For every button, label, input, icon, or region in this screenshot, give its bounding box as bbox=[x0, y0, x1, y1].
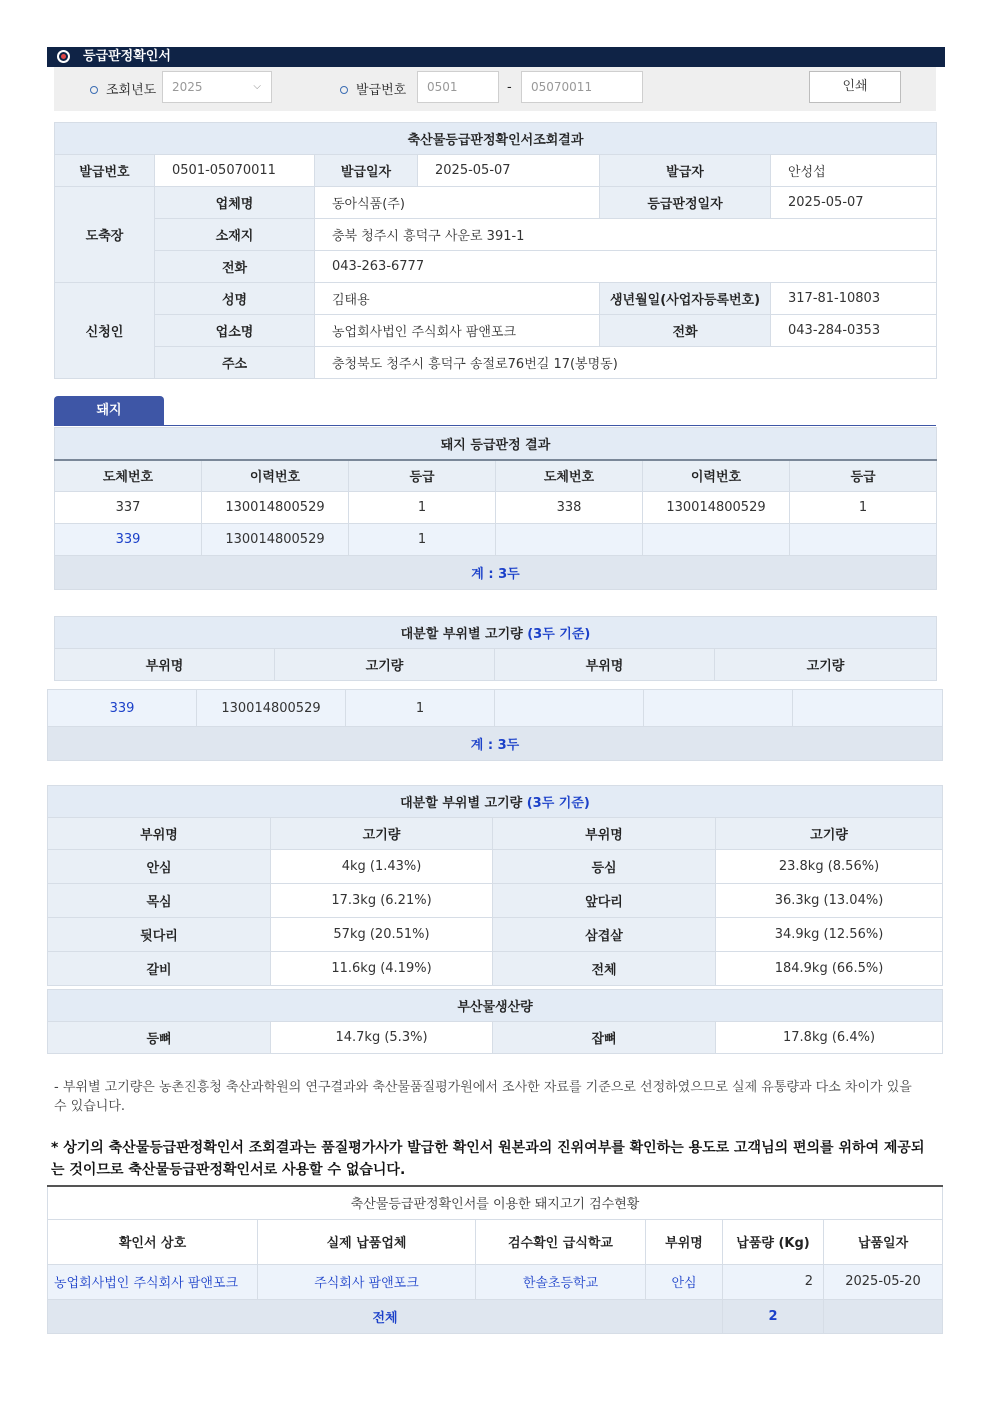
cut-amount: 14.7kg (5.3%) bbox=[271, 1022, 493, 1054]
table-row bbox=[55, 492, 937, 524]
col-header: 검수확인 급식학교 bbox=[476, 1219, 646, 1264]
col-header: 납품량 (Kg) bbox=[723, 1219, 824, 1264]
cut-amount: 17.8kg (6.4%) bbox=[716, 1022, 943, 1054]
name-header: 성명 bbox=[155, 283, 315, 315]
table-cell: 1 bbox=[790, 492, 937, 524]
table-cell: 1 bbox=[349, 492, 496, 524]
issue-date-header: 발급일자 bbox=[315, 155, 418, 187]
table-cell: 339 bbox=[55, 524, 202, 556]
addr-header: 주소 bbox=[155, 347, 315, 379]
result-caption: 축산물등급판정확인서조회결과 bbox=[55, 123, 937, 155]
table-cell: 130014800529 bbox=[197, 690, 346, 727]
table-cell: 338 bbox=[496, 492, 643, 524]
bullet-icon bbox=[340, 86, 348, 94]
cut-name: 목심 bbox=[48, 884, 271, 918]
table-cell: 130014800529 bbox=[202, 524, 349, 556]
company-value: 동아식품(주) bbox=[315, 187, 600, 219]
table-row bbox=[48, 952, 943, 986]
clock-icon bbox=[57, 50, 70, 63]
col-header: 이력번호 bbox=[643, 460, 790, 492]
page-title: 등급판정확인서 bbox=[83, 49, 171, 64]
result-info-table bbox=[54, 122, 937, 379]
issuer-value: 안성섭 bbox=[771, 155, 937, 187]
applicant-header: 신청인 bbox=[55, 283, 155, 379]
col-header: 이력번호 bbox=[202, 460, 349, 492]
table-row bbox=[48, 850, 943, 884]
name-value: 김태용 bbox=[315, 283, 600, 315]
cut-name: 삼겹살 bbox=[493, 918, 716, 952]
table-row bbox=[55, 524, 937, 556]
cut-amount: 184.9kg (66.5%) bbox=[716, 952, 943, 986]
grade-result-table bbox=[54, 427, 937, 590]
cut-name: 등심 bbox=[493, 850, 716, 884]
issue-date-value: 2025-05-07 bbox=[418, 155, 600, 187]
table-row bbox=[48, 1264, 943, 1299]
table-cell: 한솔초등학교 bbox=[476, 1264, 646, 1299]
cut-amount: 23.8kg (8.56%) bbox=[716, 850, 943, 884]
cut-name: 잡뼈 bbox=[493, 1022, 716, 1054]
year-select[interactable]: 2025 ⌵ bbox=[162, 71, 272, 103]
cut-name: 전체 bbox=[493, 952, 716, 986]
table-cell: 1 bbox=[349, 524, 496, 556]
col-header: 부위명 bbox=[646, 1219, 723, 1264]
cut-amount: 4kg (1.43%) bbox=[271, 850, 493, 884]
col-header: 등급 bbox=[790, 460, 937, 492]
table-cell: 130014800529 bbox=[643, 492, 790, 524]
table-cell: 농업회사법인 주식회사 팜앤포크 bbox=[48, 1264, 258, 1299]
table-row bbox=[48, 1022, 943, 1054]
table-cell: 337 bbox=[55, 492, 202, 524]
phone-header: 전화 bbox=[155, 251, 315, 283]
warning-text: * 상기의 축산물등급판정확인서 조회결과는 품질평가사가 발급한 확인서 원본과의 진위여부를 확인하는 용도로 고객님의 편의를 위하여 제공되는 것이므로 축산물등급판정확인서로 사용할 수 없습니다. bbox=[51, 1140, 925, 1178]
grade-dup-total: 계 : 3두 bbox=[48, 727, 943, 761]
issue-no-separator: - bbox=[507, 80, 512, 95]
col-header: 부위명 bbox=[495, 649, 715, 681]
cut-amount: 11.6kg (4.19%) bbox=[271, 952, 493, 986]
birth-header: 생년월일(사업자등록번호) bbox=[600, 283, 771, 315]
col-header: 고기량 bbox=[715, 649, 937, 681]
cut-amount: 34.9kg (12.56%) bbox=[716, 918, 943, 952]
table-row bbox=[48, 884, 943, 918]
grade-date-value: 2025-05-07 bbox=[771, 187, 937, 219]
table-row bbox=[48, 918, 943, 952]
col-header: 고기량 bbox=[271, 818, 493, 850]
cuts-caption: 대분할 부위별 고기량 (3두 기준) bbox=[48, 786, 943, 818]
table-cell: 1 bbox=[346, 690, 495, 727]
col-header: 고기량 bbox=[716, 818, 943, 850]
biz-header: 업소명 bbox=[155, 315, 315, 347]
birth-value: 317-81-10803 bbox=[771, 283, 937, 315]
issue-no-label: 발급번호 bbox=[340, 79, 406, 98]
col-header: 납품일자 bbox=[824, 1219, 943, 1264]
table-cell bbox=[496, 524, 643, 556]
col-header: 도체번호 bbox=[55, 460, 202, 492]
issuer-header: 발급자 bbox=[600, 155, 771, 187]
cut-name: 뒷다리 bbox=[48, 918, 271, 952]
issue-no-part2-input[interactable]: 05070011 bbox=[521, 71, 643, 103]
issue-no-header: 발급번호 bbox=[55, 155, 155, 187]
cut-name: 등뼈 bbox=[48, 1022, 271, 1054]
bullet-icon bbox=[90, 86, 98, 94]
grade-total: 계 : 3두 bbox=[55, 556, 937, 590]
col-header: 확인서 상호 bbox=[48, 1219, 258, 1264]
table-cell bbox=[790, 524, 937, 556]
cuts-partial-caption: 대분할 부위별 고기량 (3두 기준) bbox=[55, 617, 937, 649]
col-header: 부위명 bbox=[493, 818, 716, 850]
col-header: 실제 납품업체 bbox=[258, 1219, 476, 1264]
addr-value: 충청북도 청주시 흥덕구 송절로76번길 17(봉명동) bbox=[315, 347, 937, 379]
footnote: - 부위별 고기량은 농촌진흥청 축산과학원의 연구결과와 축산물품질평가원에서 조사한 자료를 기준으로 선정하였으므로 실제 유통량과 다소 차이가 있을 수 있습니다. bbox=[54, 1080, 912, 1114]
table-cell bbox=[495, 690, 644, 727]
year-label: 조회년도 bbox=[90, 79, 156, 98]
col-header: 부위명 bbox=[48, 818, 271, 850]
cut-amount: 36.3kg (13.04%) bbox=[716, 884, 943, 918]
location-header: 소재지 bbox=[155, 219, 315, 251]
table-row bbox=[48, 690, 943, 727]
cuts-table bbox=[47, 785, 943, 986]
byproduct-caption: 부산물생산량 bbox=[48, 990, 943, 1022]
table-cell: 130014800529 bbox=[202, 492, 349, 524]
delivery-caption: 축산물등급판정확인서를 이용한 돼지고기 검수현황 bbox=[48, 1186, 943, 1219]
table-cell: 주식회사 팜앤포크 bbox=[258, 1264, 476, 1299]
table-cell: 안심 bbox=[646, 1264, 723, 1299]
issue-no-value: 0501-05070011 bbox=[155, 155, 315, 187]
cut-name: 안심 bbox=[48, 850, 271, 884]
table-cell: 2 bbox=[723, 1264, 824, 1299]
phone-value: 043-263-6777 bbox=[315, 251, 937, 283]
company-header: 업체명 bbox=[155, 187, 315, 219]
col-header: 고기량 bbox=[275, 649, 495, 681]
grade-date-header: 등급판정일자 bbox=[600, 187, 771, 219]
biz-phone-value: 043-284-0353 bbox=[771, 315, 937, 347]
issue-no-part1-input[interactable]: 0501 bbox=[417, 71, 499, 103]
table-cell bbox=[644, 690, 793, 727]
byproduct-table bbox=[47, 989, 943, 1054]
grade-caption: 돼지 등급판정 결과 bbox=[55, 428, 937, 460]
cut-name: 앞다리 bbox=[493, 884, 716, 918]
cuts-partial-table bbox=[54, 616, 937, 681]
cut-name: 갈비 bbox=[48, 952, 271, 986]
biz-value: 농업회사법인 주식회사 팜앤포크 bbox=[315, 315, 600, 347]
grade-dup-table bbox=[47, 689, 943, 761]
page-title-bar bbox=[47, 47, 945, 67]
tab-underline bbox=[54, 425, 936, 426]
delivery-total-value: 2 bbox=[723, 1299, 824, 1333]
tab-pig[interactable]: 돼지 bbox=[54, 396, 164, 426]
biz-phone-header: 전화 bbox=[600, 315, 771, 347]
delivery-total-empty bbox=[824, 1299, 943, 1333]
search-bar bbox=[54, 67, 936, 111]
location-value: 충북 청주시 흥덕구 사운로 391-1 bbox=[315, 219, 937, 251]
table-cell bbox=[793, 690, 943, 727]
col-header: 부위명 bbox=[55, 649, 275, 681]
slaughter-header: 도축장 bbox=[55, 187, 155, 283]
print-button[interactable]: 인쇄 bbox=[809, 71, 901, 103]
col-header: 등급 bbox=[349, 460, 496, 492]
chevron-down-icon: ⌵ bbox=[253, 81, 261, 92]
delivery-total-label: 전체 bbox=[48, 1299, 723, 1333]
table-cell: 2025-05-20 bbox=[824, 1264, 943, 1299]
col-header: 도체번호 bbox=[496, 460, 643, 492]
cut-amount: 17.3kg (6.21%) bbox=[271, 884, 493, 918]
delivery-table bbox=[47, 1185, 943, 1334]
table-cell: 339 bbox=[48, 690, 197, 727]
cut-amount: 57kg (20.51%) bbox=[271, 918, 493, 952]
table-cell bbox=[643, 524, 790, 556]
